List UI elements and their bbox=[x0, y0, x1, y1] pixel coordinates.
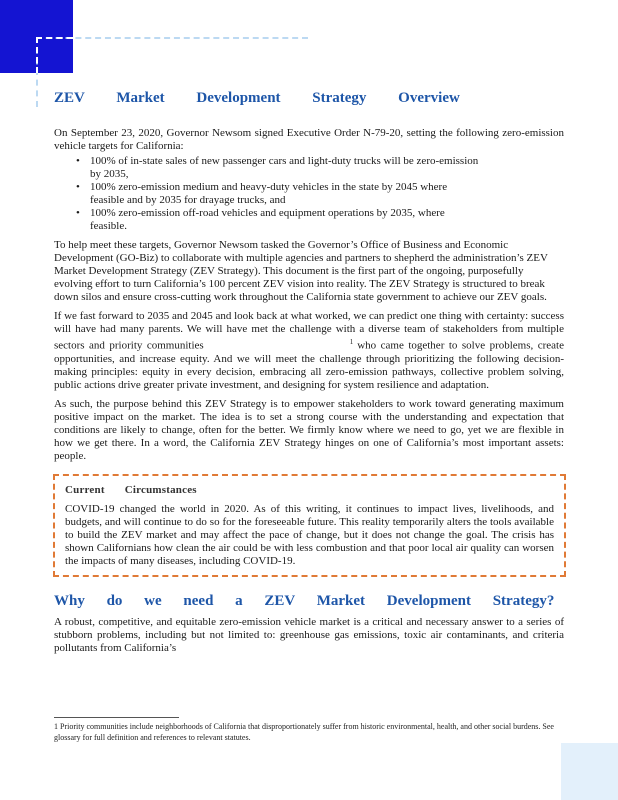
box-paragraph: COVID-19 changed the world in 2020. As of this writing, it continues to impact lives, livelihoods, and budgets, and will continue to do so for the foreseeable future. This reality temporarily alters the tools available to build the ZEV market and may affect the pace of change, but it does not change the goal. The crisis has shown Californians how clean the air could be with less combustion and that poor local air quality can worsen the impacts of many diseases, including COVID-19. bbox=[65, 502, 554, 567]
list-item: • 100% of in-state sales of new passenger cars and light-duty trucks will be zero-emission by 2035, bbox=[76, 155, 480, 181]
box-title bbox=[65, 484, 554, 496]
list-item: • 100% zero-emission off-road vehicles and equipment operations by 2035, where feasible. bbox=[76, 207, 480, 233]
section-heading-why: Why do we need a ZEV Market Development Strategy? bbox=[54, 592, 555, 609]
intro-paragraph: On September 23, 2020, Governor Newsom signed Executive Order N-79-20, setting the following zero-emission vehicle targets for California: bbox=[54, 127, 564, 152]
box-title-word-2: Circumstances bbox=[124, 483, 197, 496]
paragraph-tasked: To help meet these targets, Governor Newsom tasked the Governor’s Office of Business and Economic Development (GO-Biz) to collaborate with multiple agencies and partners to shepherd the administration’s ZEV Market Development Strategy (ZEV Strategy). This document is the first part of the ongoing, purposefully evolving effort to turn California’s 100 percent ZEV vision into reality. The ZEV Strategy is structured to break down silos and ensure cross-cutting work throughout the California state government to achieve our ZEV goals. bbox=[54, 239, 548, 303]
dashed-line-decoration bbox=[36, 37, 73, 39]
targets-list bbox=[54, 155, 564, 233]
dashed-line-decoration bbox=[36, 37, 38, 73]
paragraph-purpose: As such, the purpose behind this ZEV Strategy is to empower stakeholders to work toward generating maximum positive impact on the market. The idea is to set a strong course with the understanding and expectation that conditions are likely to change, often for the better. We firmly know where we need to go, yet we are flexible in how we get there. In a word, the California ZEV Strategy hinges on one of California’s most important assets: people. bbox=[54, 397, 564, 462]
dashed-line-decoration bbox=[36, 37, 308, 39]
footnote-text: Priority communities include neighborhoods of California that disproportionately suffer from historic environmental, health, and other social burdens. See glossary for full definition and references to relevant statutes. bbox=[54, 722, 554, 742]
page-content bbox=[54, 88, 564, 655]
footnote-divider bbox=[54, 717, 179, 718]
section-heading-overview: ZEV Market Development Strategy Overview bbox=[54, 90, 460, 106]
paragraph-why: A robust, competitive, and equitable zero-emission vehicle market is a critical and necessary answer to a series of stubborn problems, including but not limited to: greenhouse gas emissions, toxic air contaminants, and criteria pollutants from California’s bbox=[54, 615, 564, 654]
list-item: • 100% zero-emission medium and heavy-duty vehicles in the state by 2045 where feasible and by 2035 for drayage trucks, and bbox=[76, 181, 480, 207]
box-title-word-1: Current bbox=[65, 483, 105, 496]
footnote-reference[interactable]: 1 bbox=[349, 338, 354, 346]
paragraph-forward-text-a: If we fast forward to 2035 and 2045 and look back at what worked, we can predict one thing with certainty: success will have had many parents. We will have met the challenge with a diverse team of stakeholders from multiple sectors and priority communities bbox=[54, 310, 564, 352]
footnote bbox=[54, 721, 554, 743]
paragraph-forward bbox=[54, 310, 564, 392]
current-circumstances-box bbox=[53, 474, 566, 577]
paragraph-forward-text-b: who came together to solve problems, create opportunities, and increase equity. And we will meet the challenge through prioritizing the following decision-making principles: equity in every decision, embracing all zero-emission pathways, collective problem solving, public actions drive greater private investment, and designing for system resilience and adaptation. bbox=[54, 339, 564, 391]
footnote-number: 1 bbox=[54, 722, 58, 731]
corner-block-decoration bbox=[561, 743, 618, 800]
